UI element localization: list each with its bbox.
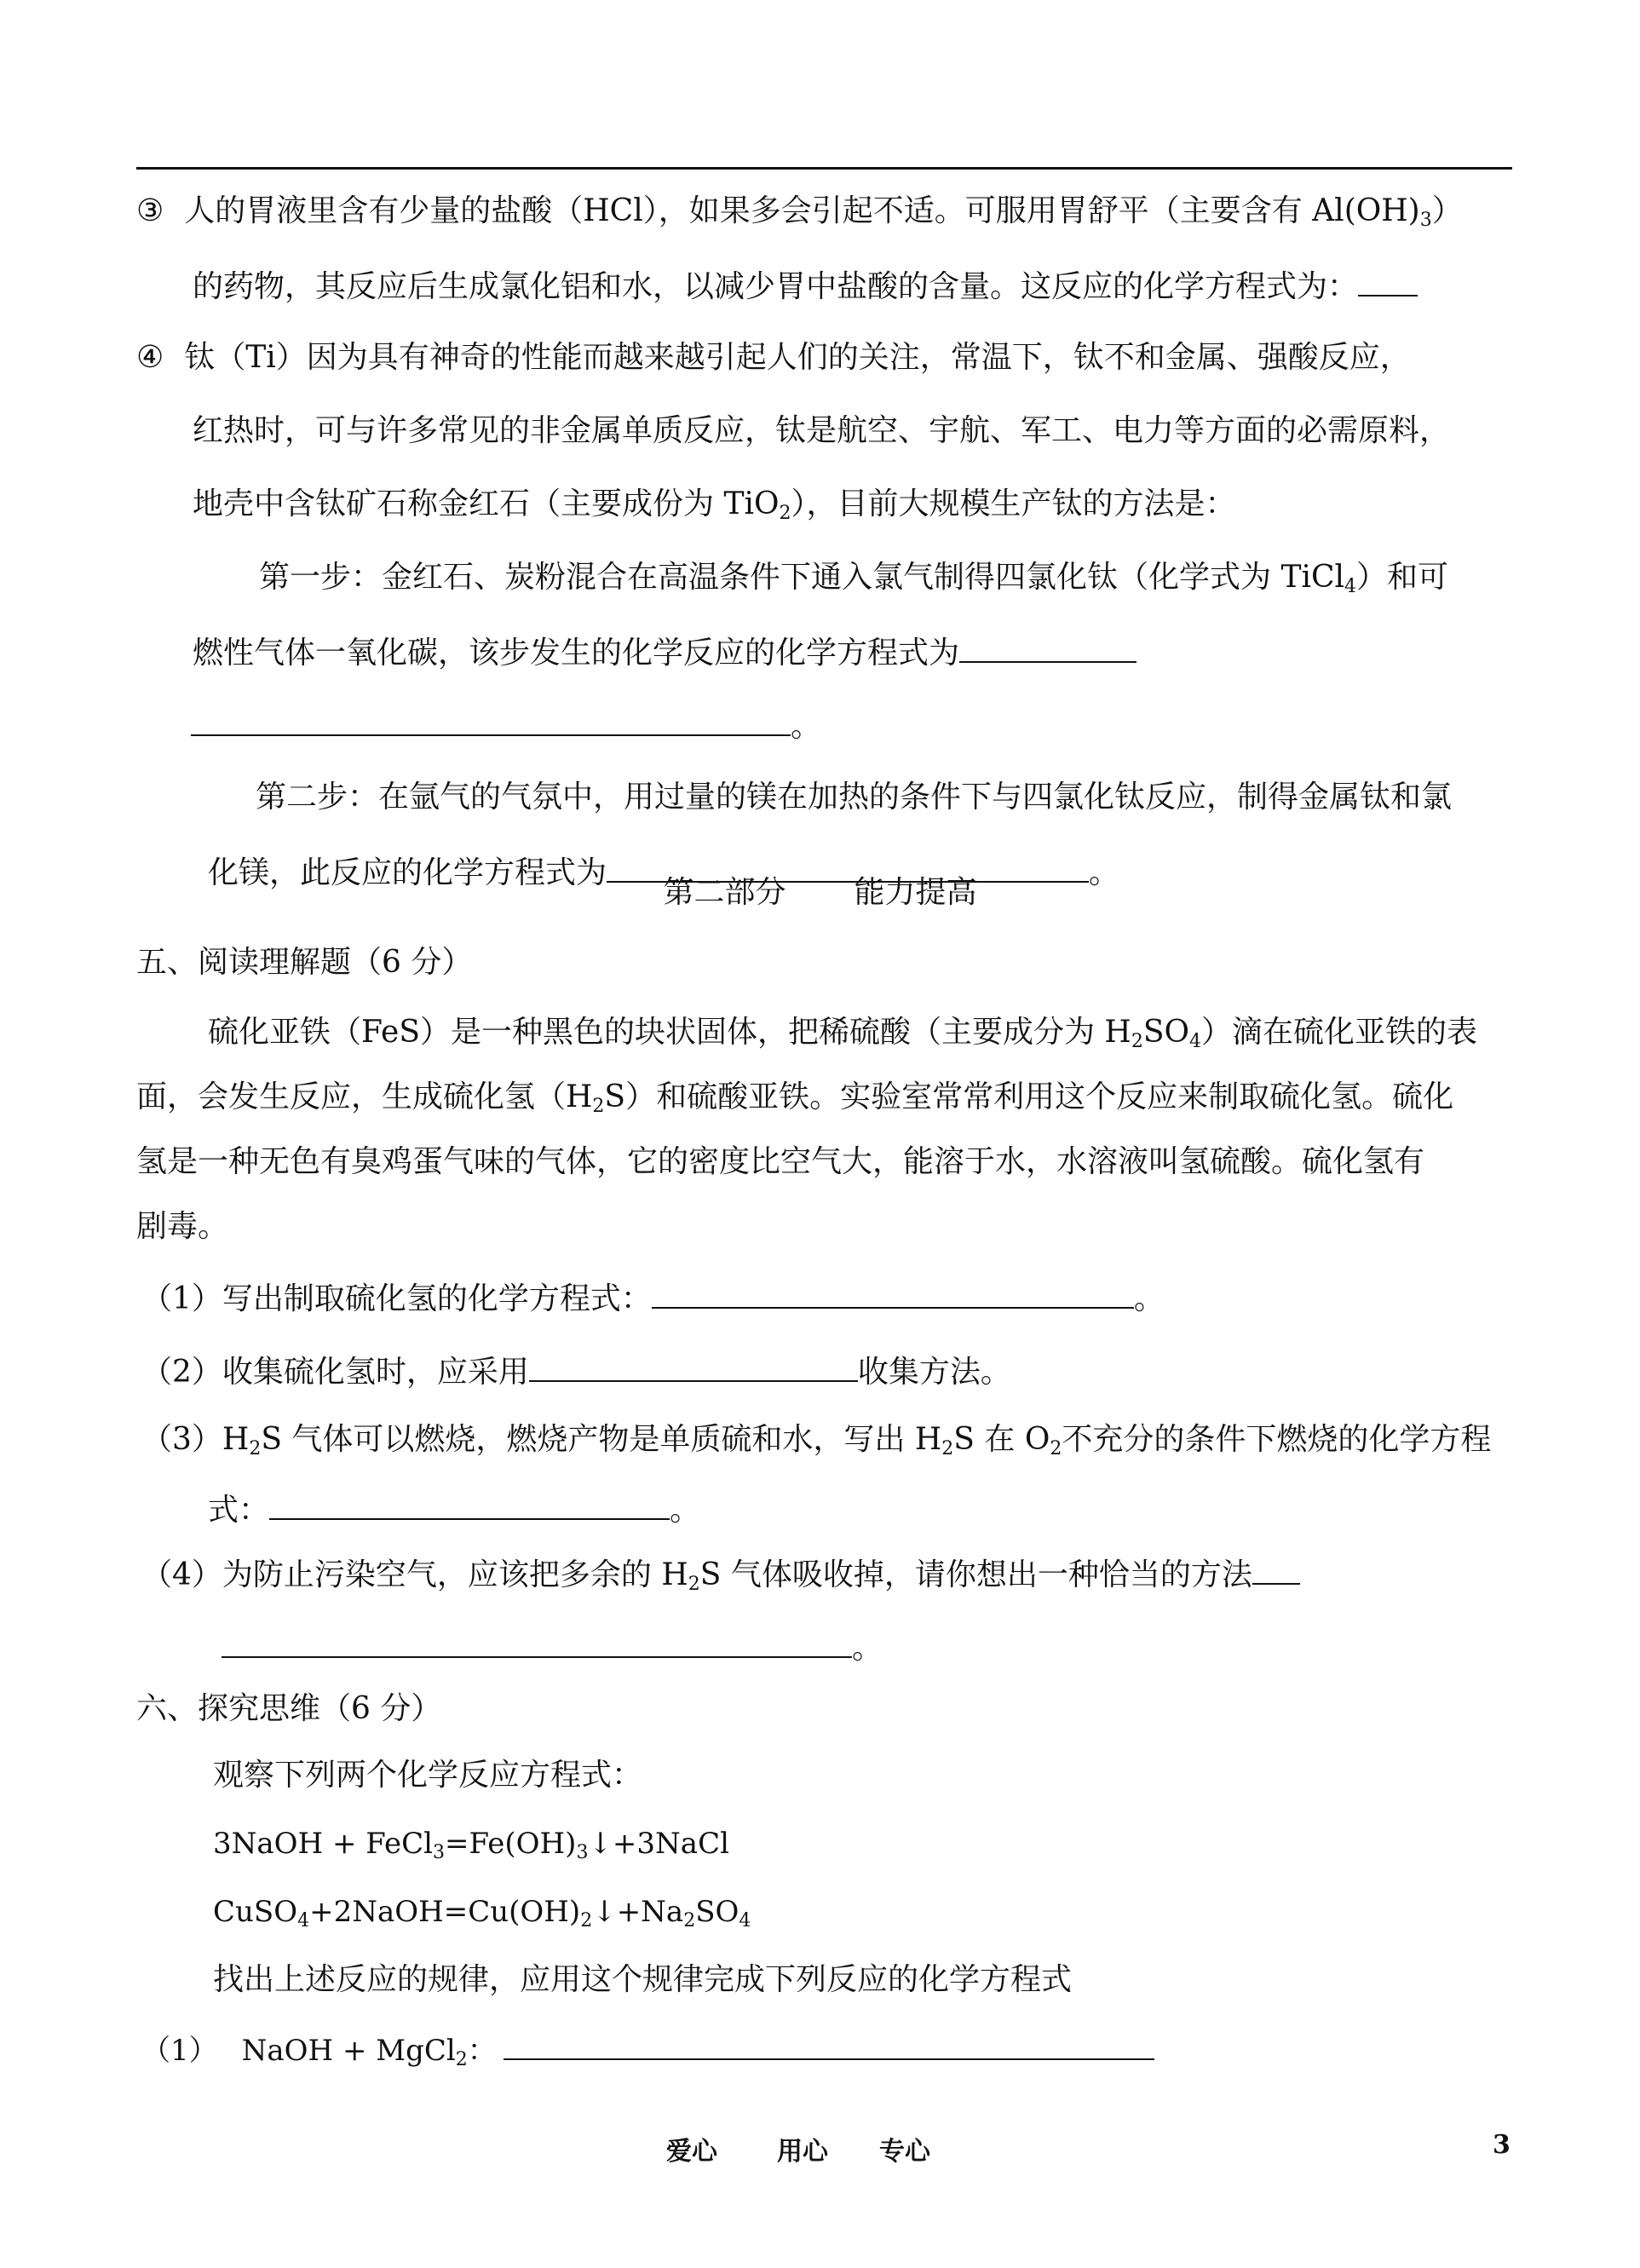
sec5-q3-sub2: 2: [941, 1438, 954, 1459]
q3-text-a: 人的胃液里含有少量的盐酸（HCl），如果多会引起不适。可服用胃舒平（主要含有 Al(OH): [184, 193, 1420, 228]
eq2-c: ↓+Na: [592, 1895, 684, 1929]
sec5-q2-text-a: （2）收集硫化氢时，应采用: [141, 1355, 529, 1390]
sec5-p4: 剧毒。: [136, 1209, 229, 1244]
sec5-p1-sub2: 4: [1189, 1031, 1202, 1052]
eq1-b: =Fe(OH): [445, 1827, 577, 1861]
sec5-q3-sub3: 2: [1050, 1438, 1062, 1459]
part2-subtitle: 能力提高: [854, 875, 977, 910]
sec5-q3-l2-end: 。: [670, 1493, 701, 1528]
sec5-q4-line-2: [222, 1627, 883, 1667]
sec6-heading-text: 六、探究思维（6 分）: [136, 1691, 442, 1726]
q4-step1-text-b: ）和可: [1356, 560, 1449, 595]
sec5-q2-text-b: 收集方法。: [857, 1355, 1011, 1390]
q4-step2-line-1: [256, 779, 1452, 816]
sec5-q4-sub: 2: [688, 1574, 700, 1595]
eq1-sub1: 3: [433, 1842, 446, 1863]
sec5-q3-l2-text: 式：: [208, 1493, 270, 1528]
footer-motto-2: 用心: [777, 2137, 828, 2167]
sec5-q3-c: S 在 O: [953, 1422, 1050, 1457]
eq1-a: 3NaOH + FeCl: [213, 1827, 434, 1861]
sec6-task: [213, 1961, 1072, 1999]
eq2-sub4: 4: [739, 1910, 751, 1931]
sec5-p2-sub: 2: [592, 1096, 605, 1117]
sec5-p1-sub1: 2: [1131, 1031, 1143, 1052]
q4-step2-text-1: 第二步：在氩气的气氛中，用过量的镁在加热的条件下与四氯化钛反应，制得金属钛和氯: [256, 780, 1453, 815]
sec5-q3-sub1: 2: [249, 1438, 262, 1459]
sec5-q1-end: 。: [1133, 1281, 1165, 1316]
sec6-intro: [213, 1757, 642, 1794]
q4-step1-end: 。: [791, 709, 822, 744]
q4-step1-text-2: 燃性气体一氧化碳，该步发生的化学反应的化学方程式为: [193, 636, 960, 671]
eq2-d: SO: [695, 1895, 739, 1929]
sec5-q4-a: （4）为防止污染空气，应该把多余的 H: [141, 1557, 688, 1592]
sec5-para-line-4: [136, 1208, 228, 1246]
sec5-q2-blank[interactable]: [529, 1351, 858, 1382]
q4-text-2: 红热时，可与许多常见的非金属单质反应，钛是航空、宇航、军工、电力等方面的必需原料，: [193, 413, 1451, 448]
sec5-q1: [141, 1278, 1165, 1318]
sec6-intro-text: 观察下列两个化学反应方程式：: [213, 1758, 643, 1793]
sec5-para-line-2: [136, 1079, 1453, 1116]
sec5-q4-b: S 气体吸收掉，请你想出一种恰当的方法: [699, 1557, 1252, 1592]
q3-sub: 3: [1419, 210, 1432, 231]
sec5-q3-line-1: [141, 1421, 1491, 1459]
sec5-para-line-3: [136, 1143, 1424, 1181]
sec5-q4-blank-1[interactable]: [1252, 1554, 1300, 1585]
sec5-p1-b: SO: [1142, 1015, 1190, 1050]
q4-step1-line-1: [259, 559, 1448, 596]
q4-line-2: [193, 412, 1450, 450]
sec6-task-text: 找出上述反应的规律，应用这个规律完成下列反应的化学方程式: [213, 1962, 1073, 1997]
sec5-q4-blank-2[interactable]: [222, 1627, 852, 1658]
sec6-q1-number: （1）: [141, 2034, 218, 2068]
q3-answer-blank[interactable]: [1358, 266, 1418, 296]
q3-text-b: ）: [1431, 193, 1463, 228]
sec6-equation-1: [213, 1825, 729, 1862]
eq2-sub2: 2: [580, 1910, 593, 1931]
q4-text-3b: ），目前大规模生产钛的方法是：: [791, 486, 1236, 521]
sec6-q1-sub: 2: [455, 2049, 468, 2070]
sec5-p2-b: S）和硫酸亚铁。实验室常常利用这个反应来制取硫化氢。硫化: [604, 1079, 1454, 1114]
sec6-q1-a: NaOH + MgCl: [241, 2034, 456, 2068]
sec5-heading-text: 五、阅读理解题（6 分）: [136, 945, 473, 980]
q4-step1-line-2: [193, 632, 1136, 672]
sec6-q1-b: ：: [467, 2034, 497, 2068]
eq1-c: ↓+3NaCl: [588, 1827, 729, 1861]
q4-step1-sub: 4: [1344, 576, 1357, 597]
q4-sub-1: 2: [779, 503, 791, 524]
q4-step1-blank-1[interactable]: [959, 632, 1136, 663]
sec6-q1-blank[interactable]: [504, 2029, 1154, 2060]
sec5-p3: 氢是一种无色有臭鸡蛋气味的气体，它的密度比空气大，能溶于水，水溶液叫氢硫酸。硫化氢有: [136, 1144, 1425, 1179]
q4-step2-text-2: 化镁，此反应的化学方程式为: [208, 855, 607, 890]
q4-text-1: 钛（Ti）因为具有神奇的性能而越来越引起人们的关注，常温下，钛不和金属、强酸反应，: [184, 340, 1411, 375]
eq2-b: +2NaOH=Cu(OH): [309, 1895, 581, 1929]
footer-motto-1: 爱心: [666, 2137, 717, 2167]
sec5-q2: [141, 1351, 1011, 1391]
page-number: 3: [1493, 2130, 1511, 2160]
q4-step2-end: 。: [1089, 855, 1120, 890]
sec5-q3-a: （3）H: [141, 1422, 250, 1457]
q4-step1-blank-2[interactable]: [191, 705, 791, 736]
sec5-q3-blank[interactable]: [269, 1489, 670, 1520]
sec5-q4-line-1: [141, 1554, 1300, 1594]
sec5-p1-c: ）滴在硫化亚铁的表: [1201, 1015, 1478, 1050]
q3-line-2: [193, 266, 1418, 306]
sec5-heading: [136, 944, 472, 981]
eq1-sub2: 3: [576, 1842, 589, 1863]
footer-motto-3: 专心: [879, 2137, 930, 2167]
sec6-equation-2: [213, 1893, 751, 1931]
eq2-sub1: 4: [297, 1910, 310, 1931]
q3-number: ③: [136, 193, 164, 228]
q4-step1-text-a: 第一步：金红石、炭粉混合在高温条件下通入氯气制得四氯化钛（化学式为 TiCl: [259, 560, 1345, 595]
q4-line-3: [193, 486, 1236, 523]
footer-motto: [666, 2130, 930, 2167]
q3-text-2: 的药物，其反应后生成氯化铝和水，以减少胃中盐酸的含量。这反应的化学方程式为：: [193, 269, 1359, 304]
part2-title-text: 第二部分: [663, 875, 786, 910]
sec6-q1: [141, 2029, 1154, 2069]
sec5-q3-b: S 气体可以燃烧，燃烧产物是单质硫和水，写出 H: [261, 1422, 942, 1457]
sec5-para-line-1: [208, 1014, 1477, 1051]
sec5-p2-a: 面，会发生反应，生成硫化氢（H: [136, 1079, 593, 1114]
eq2-sub3: 2: [683, 1910, 696, 1931]
part2-title: [0, 874, 1640, 912]
header-rule: [136, 167, 1512, 170]
q4-step1-line-3: [191, 705, 821, 745]
sec5-p1-a: 硫化亚铁（FeS）是一种黑色的块状固体，把稀硫酸（主要成分为 H: [208, 1015, 1131, 1050]
sec5-q1-blank[interactable]: [652, 1278, 1134, 1309]
q4-text-3a: 地壳中含钛矿石称金红石（主要成份为 TiO: [193, 486, 780, 521]
q4-number: ④: [136, 340, 164, 375]
sec6-heading: [136, 1690, 441, 1728]
q4-line-1: [136, 339, 1411, 377]
sec5-q3-line-2: [208, 1489, 700, 1529]
eq2-a: CuSO: [213, 1895, 298, 1929]
sec5-q3-d: 不充分的条件下燃烧的化学方程: [1062, 1422, 1492, 1457]
q3-line-1: [136, 193, 1463, 230]
sec5-q4-end: 。: [852, 1631, 883, 1666]
sec5-q1-text: （1）写出制取硫化氢的化学方程式：: [141, 1281, 652, 1316]
